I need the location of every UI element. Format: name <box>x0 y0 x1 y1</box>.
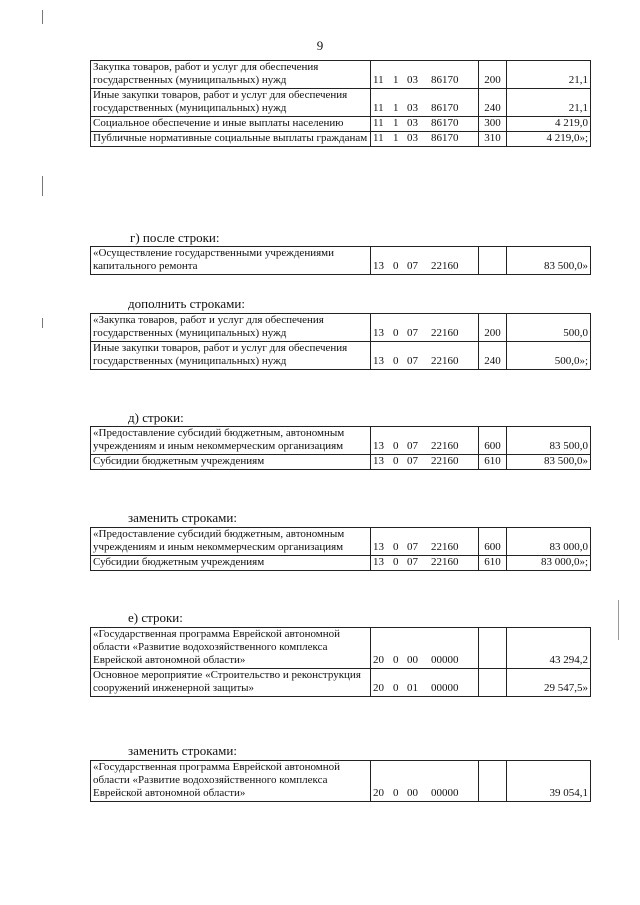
code-item: 07 <box>407 260 418 272</box>
section-heading: д) строки: <box>128 410 184 425</box>
row-amount: 4 219,0»; <box>507 132 591 147</box>
code-section: 20 <box>373 787 384 799</box>
code-section: 13 <box>373 541 384 553</box>
code-section: 13 <box>373 355 384 367</box>
code-item: 07 <box>407 327 418 339</box>
row-expense-type: 610 <box>479 455 507 470</box>
code-section: 13 <box>373 455 384 467</box>
table-row <box>91 61 591 89</box>
table-row <box>91 455 591 470</box>
code-item: 07 <box>407 455 418 467</box>
code-target: 86170 <box>431 102 459 114</box>
budget-table <box>90 527 591 571</box>
table-row <box>91 556 591 571</box>
section-heading: заменить строками: <box>128 743 237 758</box>
table-row <box>91 669 591 697</box>
code-target: 22160 <box>431 541 459 553</box>
row-expense-type: 240 <box>479 89 507 117</box>
row-codes <box>371 342 479 370</box>
code-subsection: 1 <box>393 74 399 86</box>
row-expense-type <box>479 247 507 275</box>
code-target: 00000 <box>431 682 459 694</box>
code-target: 86170 <box>431 132 459 144</box>
table-row <box>91 247 591 275</box>
row-codes <box>371 669 479 697</box>
row-name: Иные закупки товаров, работ и услуг для обеспечения государственных (муниципальных) нужд <box>91 89 371 117</box>
row-amount: 83 000,0 <box>507 528 591 556</box>
row-name: «Государственная программа Еврейской автономной области «Развитие водохозяйственного комплекса Еврейской автономной области» <box>91 761 371 802</box>
code-section: 13 <box>373 327 384 339</box>
table-row <box>91 117 591 132</box>
budget-table <box>90 246 591 275</box>
code-item: 00 <box>407 654 418 666</box>
code-section: 11 <box>373 74 384 86</box>
code-subsection: 1 <box>393 132 399 144</box>
code-target: 86170 <box>431 117 459 129</box>
row-codes <box>371 314 479 342</box>
code-subsection: 0 <box>393 654 399 666</box>
row-expense-type <box>479 669 507 697</box>
code-section: 11 <box>373 102 384 114</box>
code-item: 07 <box>407 440 418 452</box>
row-amount: 21,1 <box>507 61 591 89</box>
row-expense-type: 240 <box>479 342 507 370</box>
table-row <box>91 761 591 802</box>
row-name: «Осуществление государственными учреждениями капитального ремонта <box>91 247 371 275</box>
row-codes <box>371 61 479 89</box>
row-codes <box>371 427 479 455</box>
row-amount: 83 500,0» <box>507 455 591 470</box>
row-amount: 29 547,5» <box>507 669 591 697</box>
code-subsection: 0 <box>393 682 399 694</box>
code-target: 22160 <box>431 327 459 339</box>
row-name: «Закупка товаров, работ и услуг для обеспечения государственных (муниципальных) нужд <box>91 314 371 342</box>
row-codes <box>371 556 479 571</box>
code-subsection: 0 <box>393 260 399 272</box>
row-codes <box>371 761 479 802</box>
row-amount: 39 054,1 <box>507 761 591 802</box>
budget-table <box>90 760 591 802</box>
row-name: Публичные нормативные социальные выплаты гражданам <box>91 132 371 147</box>
code-subsection: 1 <box>393 117 399 129</box>
budget-table <box>90 627 591 697</box>
row-expense-type: 300 <box>479 117 507 132</box>
code-item: 07 <box>407 355 418 367</box>
code-section: 11 <box>373 117 384 129</box>
table-row <box>91 89 591 117</box>
section-heading: дополнить строками: <box>128 296 245 311</box>
row-name: Закупка товаров, работ и услуг для обеспечения государственных (муниципальных) нужд <box>91 61 371 89</box>
row-expense-type: 600 <box>479 528 507 556</box>
row-codes <box>371 628 479 669</box>
row-expense-type <box>479 761 507 802</box>
page-number: 9 <box>316 38 324 53</box>
table-row <box>91 132 591 147</box>
code-target: 22160 <box>431 556 459 568</box>
code-subsection: 0 <box>393 327 399 339</box>
code-target: 86170 <box>431 74 459 86</box>
row-name: «Предоставление субсидий бюджетным, автономным учреждениям и иным некоммерческим организациям <box>91 528 371 556</box>
budget-table <box>90 426 591 470</box>
section-heading: г) после строки: <box>130 230 220 245</box>
table-row <box>91 342 591 370</box>
row-codes <box>371 132 479 147</box>
code-subsection: 0 <box>393 355 399 367</box>
row-codes <box>371 247 479 275</box>
code-item: 03 <box>407 74 418 86</box>
code-target: 22160 <box>431 440 459 452</box>
row-name: «Предоставление субсидий бюджетным, автономным учреждениям и иным некоммерческим организациям <box>91 427 371 455</box>
row-amount: 500,0»; <box>507 342 591 370</box>
code-subsection: 0 <box>393 556 399 568</box>
row-codes <box>371 117 479 132</box>
row-name: «Государственная программа Еврейской автономной области «Развитие водохозяйственного комплекса Еврейской автономной области» <box>91 628 371 669</box>
row-amount: 21,1 <box>507 89 591 117</box>
table-row <box>91 528 591 556</box>
code-target: 22160 <box>431 355 459 367</box>
row-expense-type: 310 <box>479 132 507 147</box>
code-subsection: 0 <box>393 440 399 452</box>
code-target: 00000 <box>431 787 459 799</box>
row-name: Субсидии бюджетным учреждениям <box>91 455 371 470</box>
code-target: 22160 <box>431 455 459 467</box>
code-section: 13 <box>373 556 384 568</box>
code-section: 11 <box>373 132 384 144</box>
code-item: 03 <box>407 132 418 144</box>
budget-table <box>90 313 591 370</box>
scan-margin-mark <box>42 318 43 328</box>
row-amount: 83 000,0»; <box>507 556 591 571</box>
row-name: Субсидии бюджетным учреждениям <box>91 556 371 571</box>
table-row <box>91 314 591 342</box>
row-name: Иные закупки товаров, работ и услуг для обеспечения государственных (муниципальных) нужд <box>91 342 371 370</box>
code-section: 20 <box>373 654 384 666</box>
code-item: 01 <box>407 682 418 694</box>
row-name: Социальное обеспечение и иные выплаты населению <box>91 117 371 132</box>
table-row <box>91 628 591 669</box>
budget-table <box>90 60 591 147</box>
section-heading: е) строки: <box>128 610 183 625</box>
code-section: 13 <box>373 440 384 452</box>
scan-margin-mark <box>42 10 43 24</box>
row-name: Основное мероприятие «Строительство и реконструкция сооружений инженерной защиты» <box>91 669 371 697</box>
code-section: 13 <box>373 260 384 272</box>
row-codes <box>371 528 479 556</box>
code-subsection: 1 <box>393 102 399 114</box>
row-expense-type: 610 <box>479 556 507 571</box>
code-target: 22160 <box>431 260 459 272</box>
code-item: 03 <box>407 102 418 114</box>
row-expense-type <box>479 628 507 669</box>
scan-margin-mark <box>42 176 43 196</box>
row-codes <box>371 89 479 117</box>
code-item: 07 <box>407 541 418 553</box>
row-amount: 83 500,0 <box>507 427 591 455</box>
row-amount: 500,0 <box>507 314 591 342</box>
code-subsection: 0 <box>393 541 399 553</box>
code-subsection: 0 <box>393 455 399 467</box>
code-item: 00 <box>407 787 418 799</box>
row-amount: 43 294,2 <box>507 628 591 669</box>
row-expense-type: 200 <box>479 61 507 89</box>
code-item: 03 <box>407 117 418 129</box>
row-expense-type: 600 <box>479 427 507 455</box>
row-expense-type: 200 <box>479 314 507 342</box>
section-heading: заменить строками: <box>128 510 237 525</box>
scan-margin-mark <box>618 600 619 640</box>
row-codes <box>371 455 479 470</box>
table-row <box>91 427 591 455</box>
row-amount: 4 219,0 <box>507 117 591 132</box>
code-item: 07 <box>407 556 418 568</box>
code-target: 00000 <box>431 654 459 666</box>
row-amount: 83 500,0» <box>507 247 591 275</box>
code-section: 20 <box>373 682 384 694</box>
code-subsection: 0 <box>393 787 399 799</box>
